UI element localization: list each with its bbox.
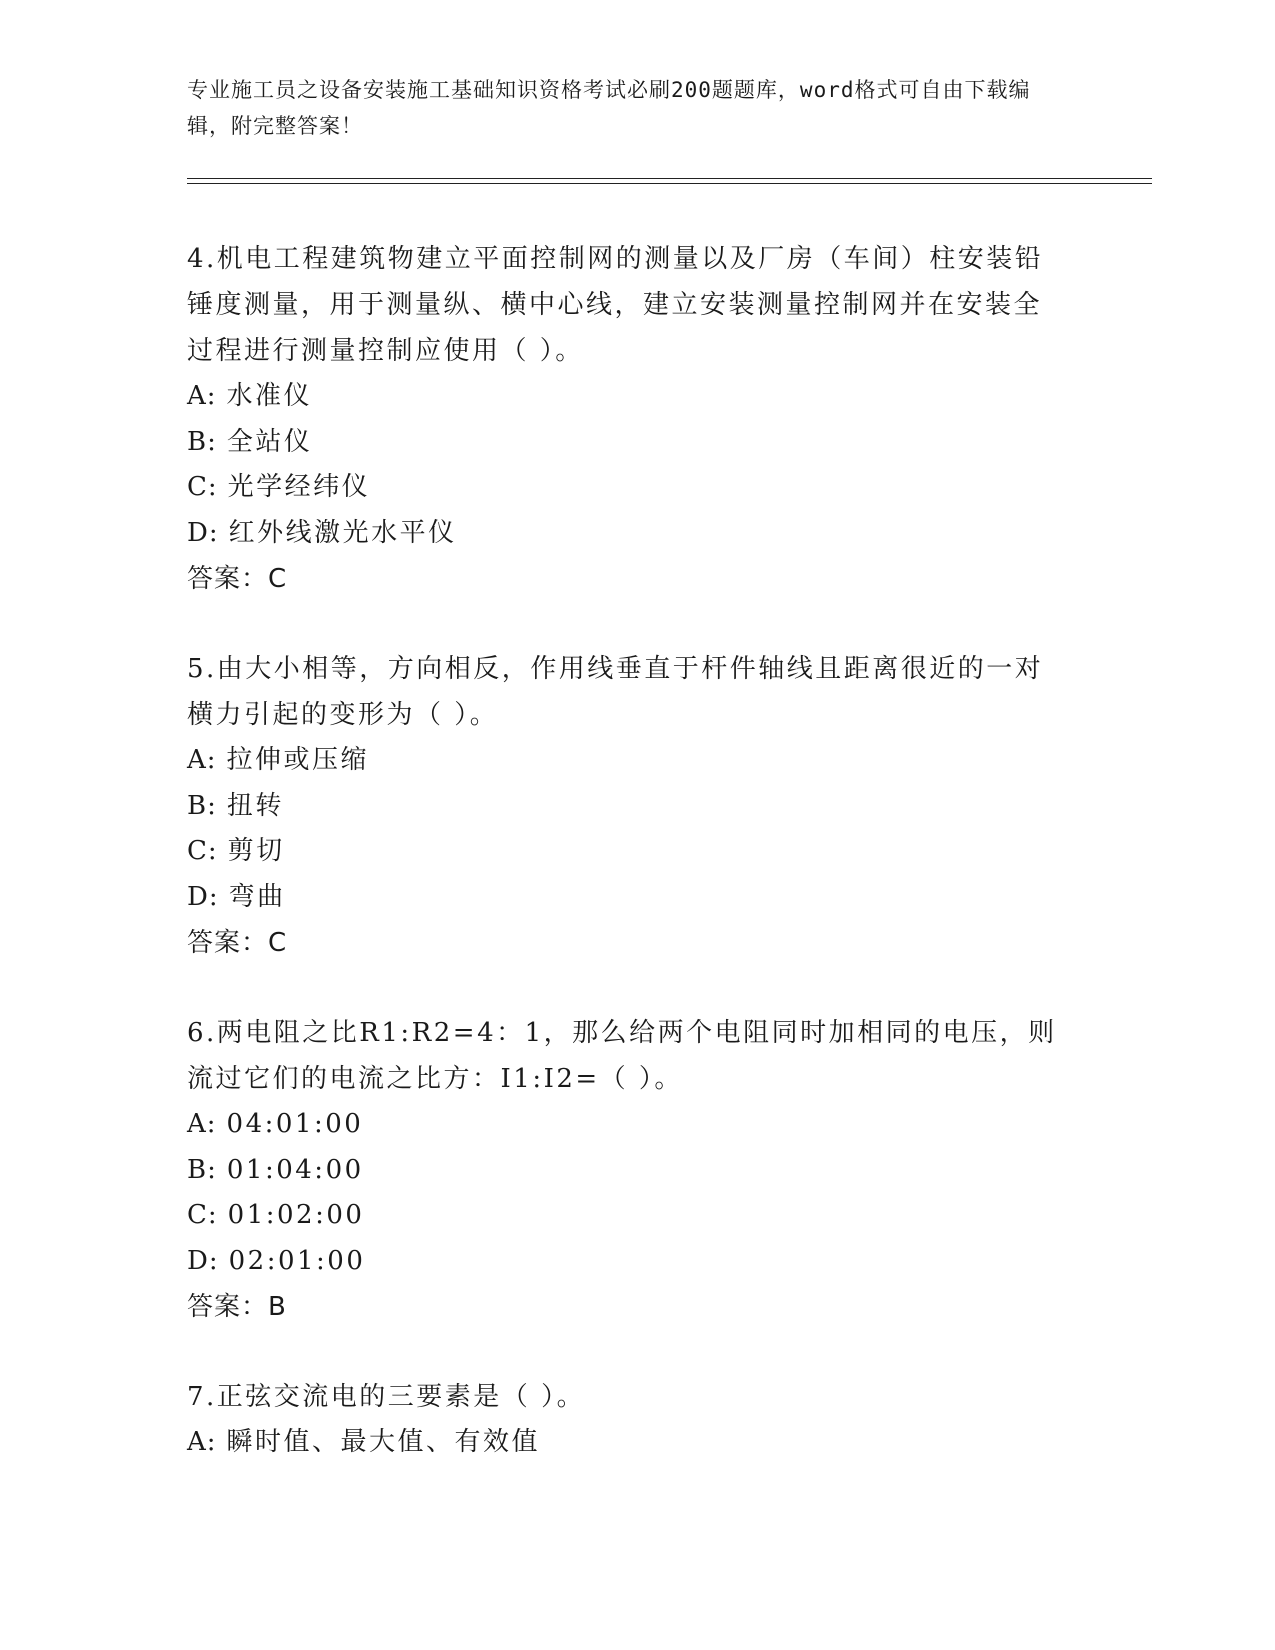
option-text: 红外线激光水平仪 — [228, 517, 457, 548]
answer-line: 答案：C — [187, 564, 288, 594]
document-header: 专业施工员之设备安装施工基础知识资格考试必刷200题题库，word格式可自由下载编辑，附完整答案！ — [187, 78, 1031, 138]
question-stem: 7.正弦交流电的三要素是（ ）。 — [187, 1382, 586, 1412]
option-a — [187, 1420, 1067, 1466]
question-stem: 6.两电阻之比R1:R2=4：1，那么给两个电阻同时加相同的电压，则流过它们的电流之比方：I1:I2=（ ）。 — [187, 1018, 1057, 1094]
option-c — [187, 829, 1067, 875]
header-divider-bottom — [187, 183, 1152, 184]
option-text: 剪切 — [227, 836, 285, 866]
option-key: D: — [187, 881, 219, 912]
option-text: 04:01:00 — [226, 1109, 364, 1139]
option-key: A: — [187, 745, 217, 775]
option-key: D: — [187, 1245, 219, 1276]
option-text: 瞬时值、最大值、有效值 — [226, 1427, 541, 1457]
question-stem: 4.机电工程建筑物建立平面控制网的测量以及厂房（车间）柱安装铅锤度测量，用于测量纵、横中心线，建立安装测量控制网并在安装全过程进行测量控制应使用（ ）。 — [187, 244, 1044, 366]
question-6 — [187, 1010, 1067, 1330]
option-key: A: — [187, 1109, 217, 1139]
option-text: 拉伸或压缩 — [226, 745, 370, 775]
option-text: 弯曲 — [228, 881, 286, 912]
option-text: 扭转 — [226, 790, 284, 821]
question-stem: 5.由大小相等，方向相反，作用线垂直于杆件轴线且距离很近的一对横力引起的变形为（ ）。 — [187, 654, 1044, 730]
option-text: 光学经纬仪 — [227, 472, 371, 502]
option-text: 01:02:00 — [227, 1200, 365, 1230]
option-d — [187, 875, 1067, 921]
answer-line: 答案：B — [187, 1292, 287, 1322]
question-7 — [187, 1374, 1067, 1466]
option-a — [187, 374, 1067, 420]
option-key: C: — [187, 472, 218, 502]
option-b — [187, 1148, 1067, 1194]
option-key: A: — [187, 381, 217, 411]
option-key: B: — [187, 426, 217, 457]
answer-line: 答案：C — [187, 928, 288, 958]
option-key: A: — [187, 1427, 217, 1457]
option-a — [187, 1102, 1067, 1148]
question-list — [187, 236, 1067, 1510]
option-text: 01:04:00 — [226, 1154, 364, 1185]
option-c — [187, 1193, 1067, 1239]
option-text: 水准仪 — [226, 381, 313, 411]
option-key: C: — [187, 1200, 218, 1230]
option-a — [187, 738, 1067, 784]
option-c — [187, 465, 1067, 511]
option-key: D: — [187, 517, 219, 548]
option-d — [187, 1239, 1067, 1285]
option-key: B: — [187, 1154, 217, 1185]
option-key: C: — [187, 836, 218, 866]
question-4 — [187, 236, 1067, 602]
option-b — [187, 420, 1067, 466]
question-5 — [187, 646, 1067, 966]
option-text: 02:01:00 — [228, 1245, 366, 1276]
header-divider-top — [187, 178, 1152, 179]
option-b — [187, 784, 1067, 830]
option-key: B: — [187, 790, 217, 821]
option-text: 全站仪 — [226, 426, 313, 457]
option-d — [187, 511, 1067, 557]
